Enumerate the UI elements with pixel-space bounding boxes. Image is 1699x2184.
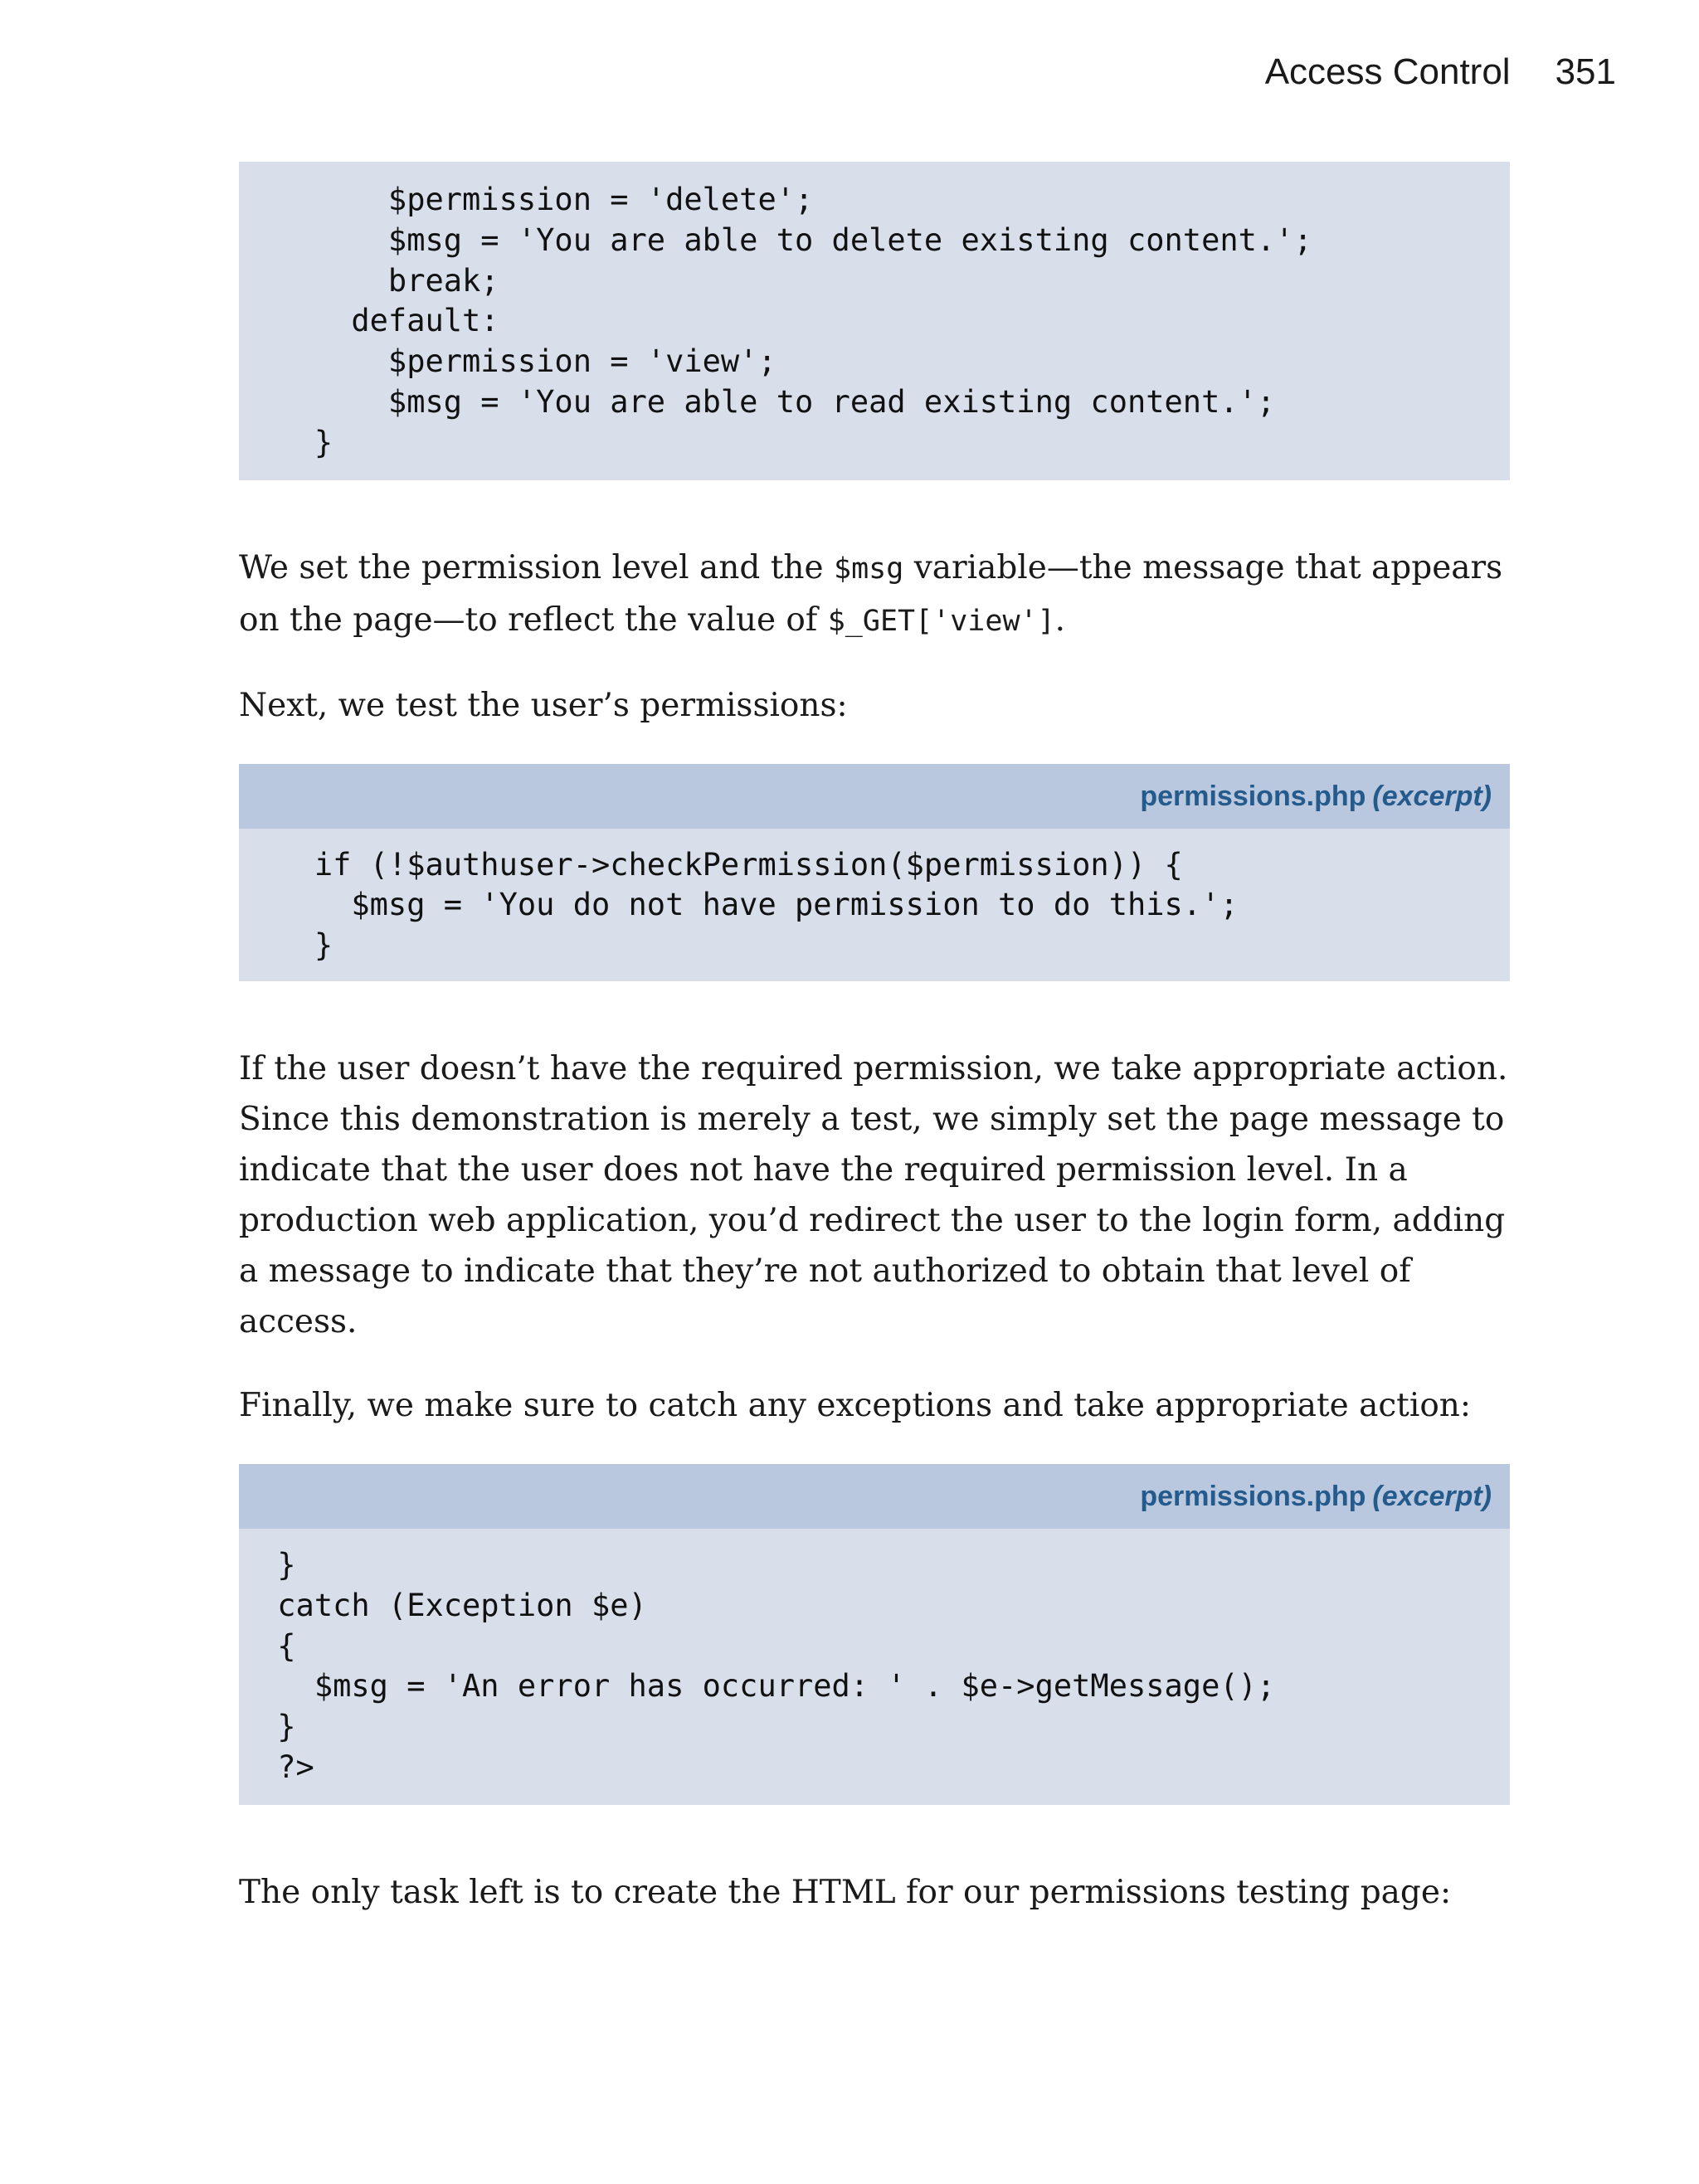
paragraph-permission-level: [239, 542, 1510, 647]
code-listing-filename: permissions.php: [1140, 780, 1366, 812]
code-listing-catch-exception: [239, 1464, 1510, 1805]
paragraph-required-permission: If the user doesn’t have the required permission, we take appropriate action. Since this demonstration is merely a test, we simply set the page message to indicate that the user does not have the required permission level. In a production web application, you’d redirect the user to the login form, adding a message to indicate that they’re not authorized to obtain that level of access.: [239, 1049, 1508, 1340]
code-listing-filename: permissions.php: [1140, 1480, 1366, 1512]
inline-code-msg: $msg: [834, 552, 904, 586]
code-listing-header: [239, 1464, 1510, 1529]
paragraph-text-segment: variable—the message that appears on the page—to reflect the value of: [239, 548, 1503, 639]
code-text: $permission = 'delete'; $msg = 'You are able to delete existing content.'; break; default: $permission = 'view'; $msg = 'You are able to read existing content.'; }: [314, 182, 1312, 460]
code-text: if (!$authuser->checkPermission($permission)) { $msg = 'You do not have permission to do this.'; }: [314, 846, 1239, 964]
paragraph-test-permissions: Next, we test the user’s permissions:: [239, 686, 848, 724]
inline-code-get-view: $_GET['view']: [827, 604, 1055, 638]
code-listing-switch-continued: [239, 162, 1510, 480]
page-number: 351: [1555, 51, 1616, 92]
code-listing-check-permission: [239, 764, 1510, 981]
paragraph-catch-exceptions: Finally, we make sure to catch any exceptions and take appropriate action:: [239, 1386, 1472, 1424]
paragraph-text-segment: We set the permission level and the: [239, 548, 834, 586]
code-listing-header: [239, 764, 1510, 829]
code-text: } catch (Exception $e) { $msg = 'An error has occurred: ' . $e->getMessage(); } ?>: [277, 1546, 1276, 1785]
code-listing-note: (excerpt): [1372, 780, 1492, 812]
running-head: [1265, 51, 1616, 93]
code-listing-note: (excerpt): [1372, 1480, 1492, 1512]
paragraph-text-segment: .: [1054, 601, 1066, 639]
paragraph-create-html: The only task left is to create the HTML for our permissions testing page:: [239, 1873, 1452, 1911]
running-head-title: Access Control: [1264, 51, 1511, 92]
page-content: [239, 162, 1510, 1918]
